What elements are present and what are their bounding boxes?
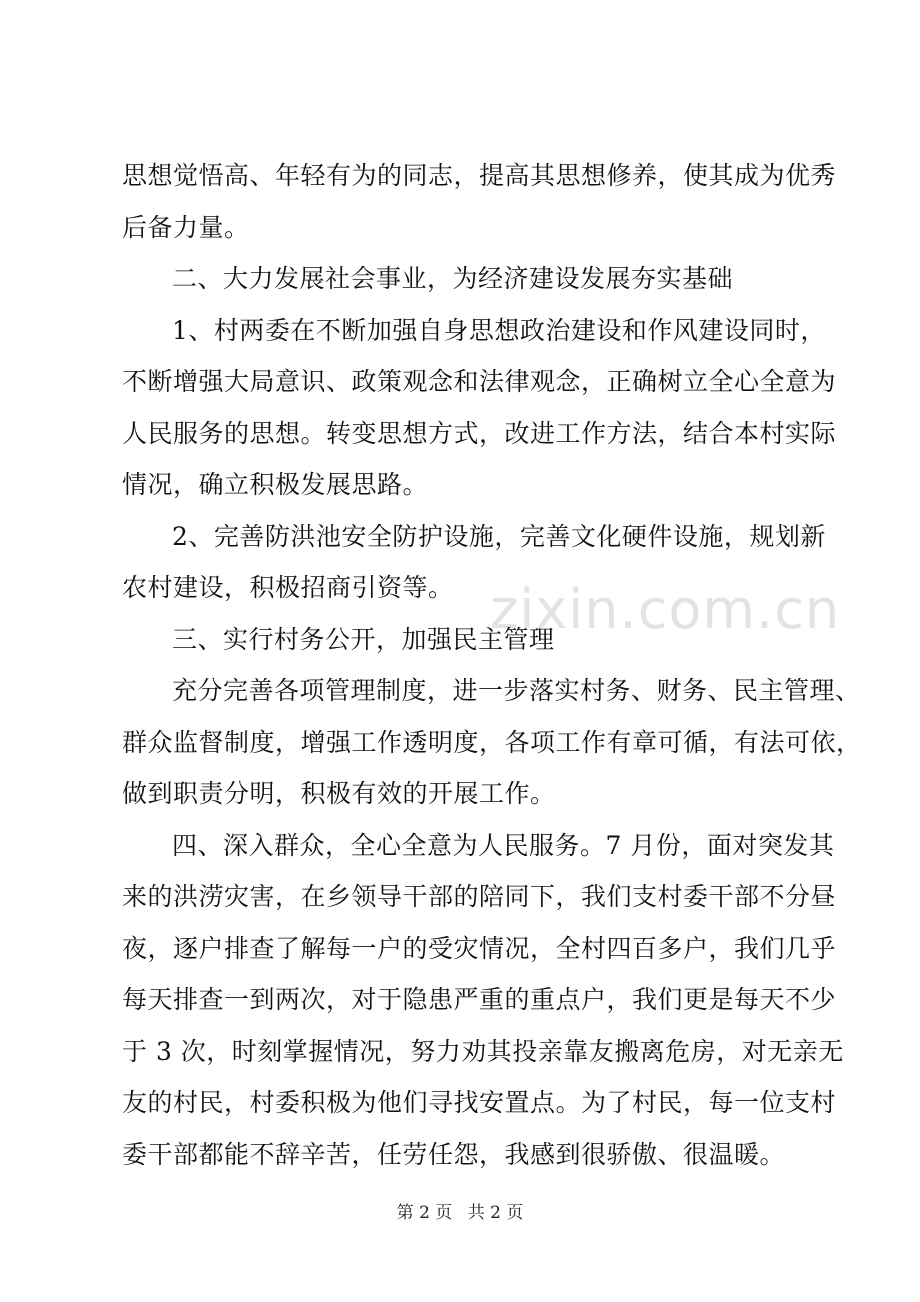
text-line: 2、完善防洪池安全防护设施，完善文化硬件设施，规划新 — [172, 521, 826, 551]
text-line: 每天排查一到两次，对于隐患严重的重点户，我们更是每天不少 — [122, 985, 837, 1014]
text-line: 情况，确立积极发展思路。 — [122, 470, 429, 499]
text-line: 委干部都能不辞辛苦，任劳任怨，我感到很骄傲、很温暖。 — [122, 1139, 786, 1169]
section-heading: 三、实行村务公开，加强民主管理 — [172, 624, 555, 654]
text-line: 1、村两委在不断加强自身思想政治建设和作风建设同时， — [172, 315, 826, 345]
section-heading: 二、大力发展社会事业，为经济建设发展夯实基础 — [172, 264, 734, 293]
text-line: 做到职责分明，积极有效的开展工作。 — [122, 779, 556, 808]
page-footer — [0, 1198, 920, 1223]
text-line: 不断增强大局意识、政策观念和法律观念，正确树立全心全意为 — [122, 367, 837, 396]
page-number: 第 2 页 — [396, 1203, 453, 1223]
page-total: 共 2 页 — [467, 1203, 524, 1223]
section-heading: 四、深入群众，全心全意为人民服务。7 月份，面对突发其 — [172, 830, 835, 860]
text-line: 友的村民，村委积极为他们寻找安置点。为了村民，每一位支村 — [122, 1088, 837, 1117]
text-line: 于 3 次，时刻掌握情况，努力劝其投亲靠友搬离危房，对无亲无 — [122, 1036, 844, 1066]
text-line: 群众监督制度，增强工作透明度，各项工作有章可循，有法可依， — [122, 727, 862, 757]
text-line: 充分完善各项管理制度，进一步落实村务、财务、民主管理、 — [172, 676, 861, 705]
text-line: 农村建设，积极招商引资等。 — [122, 573, 454, 602]
watermark: zixin.com.cn — [490, 578, 841, 641]
text-line: 夜，逐户排查了解每一户的受灾情况，全村四百多户，我们几乎 — [122, 933, 837, 963]
text-line: 来的洪涝灾害，在乡领导干部的陪同下，我们支村委干部不分昼 — [122, 882, 837, 911]
document-body — [122, 150, 862, 1180]
text-line: 思想觉悟高、年轻有为的同志，提高其思想修养，使其成为优秀 — [122, 161, 837, 190]
text-line: 人民服务的思想。转变思想方式，改进工作方法，结合本村实际 — [122, 418, 837, 448]
text-line: 后备力量。 — [122, 212, 250, 242]
